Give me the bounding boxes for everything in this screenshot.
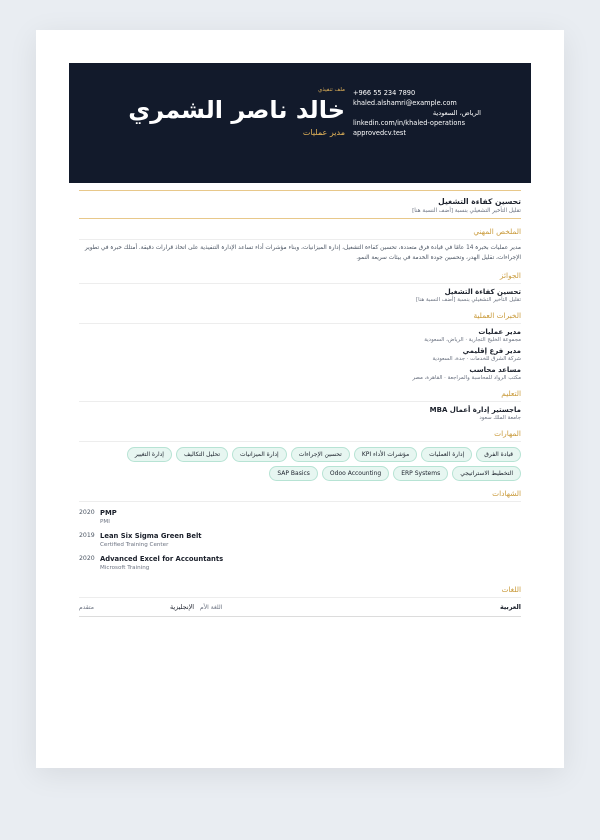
skill-chip: إدارة التغيير (127, 447, 172, 462)
certificate-year: 2019 (79, 532, 95, 540)
language-pair (79, 603, 222, 611)
language-level: متقدم (79, 603, 94, 611)
section-heading-languages: اللغات (79, 585, 521, 598)
resume-body (79, 190, 521, 617)
contact-linkedin[interactable]: linkedin.com/in/khaled-operations (353, 118, 466, 127)
certificate-item (79, 555, 521, 571)
education-title: ماجستير إدارة أعمال MBA (429, 406, 521, 415)
skill-chip: ERP Systems (393, 466, 448, 481)
certificate-issuer: Microsoft Training (100, 565, 150, 572)
experience-subtitle: مجموعة الخليج التجارية · الرياض، السعودية (424, 337, 521, 344)
experience-item (79, 366, 521, 381)
award-subtitle: تقليل التأخير التشغيلي بنسبة [أضف النسبة هنا] (416, 297, 521, 304)
certificate-year: 2020 (79, 509, 95, 517)
candidate-role: مدير عمليات (302, 127, 345, 137)
certificate-year: 2020 (79, 555, 95, 563)
language-level: اللغة الأم (200, 603, 223, 611)
skill-chip: إدارة العمليات (421, 447, 472, 462)
certificate-title: Lean Six Sigma Green Belt (100, 532, 202, 541)
certificate-title: PMP (100, 509, 117, 518)
award-title: تحسين كفاءة التشغيل (444, 288, 521, 297)
experience-item (79, 347, 521, 362)
section-heading-skills: المهارات (79, 429, 521, 442)
profile-tag: ملف تنفيذي (317, 87, 345, 93)
experience-subtitle: شركة الشرق للخدمات · جدة، السعودية (432, 356, 521, 363)
divider (79, 218, 521, 219)
section-heading-summary: الملخص المهني (79, 227, 521, 240)
languages-row (79, 598, 521, 617)
certificate-item (79, 532, 521, 548)
language-name: العربية (499, 603, 521, 612)
certificate-item (79, 509, 521, 525)
section-heading-experience: الخبرات العملية (79, 311, 521, 324)
experience-title: مساعد محاسب (469, 366, 521, 375)
skill-chip: إدارة الميزانيات (232, 447, 287, 462)
skill-chip: SAP Basics (269, 466, 318, 481)
experience-title: مدير عمليات (478, 328, 521, 337)
section-heading-education: التعليم (79, 389, 521, 402)
contact-email[interactable]: khaled.alshamri@example.com (353, 98, 457, 107)
experience-subtitle: مكتب الرواد للمحاسبة والمراجعة · القاهرة، مصر (412, 375, 521, 382)
skills-list (79, 447, 521, 481)
contact-block (353, 89, 523, 138)
contact-website[interactable]: approvedcv.test (353, 128, 406, 137)
skill-chip: تحليل التكاليف (176, 447, 228, 462)
resume-page (36, 30, 564, 768)
skill-chip: تحسين الإجراءات (291, 447, 350, 462)
language-name: الإنجليزية (169, 603, 195, 612)
experience-title: مدير فرع إقليمي (462, 347, 521, 356)
certificate-issuer: Certified Training Center (100, 542, 169, 549)
section-heading-awards: الجوائز (79, 271, 521, 284)
award-item (79, 288, 521, 303)
skill-chip: التخطيط الاستراتيجي (452, 466, 521, 481)
callout-title: تحسين كفاءة التشغيل (438, 197, 521, 206)
contact-location: الرياض، السعودية (432, 108, 481, 117)
skill-chip: مؤشرات الأداء KPI (354, 447, 417, 462)
resume-header (69, 63, 531, 183)
callout-subtitle: تقليل التأخير التشغيلي بنسبة [أضف النسبة هنا] (412, 208, 521, 214)
candidate-name: خالد ناصر الشمري (128, 96, 345, 124)
contact-phone: +966 55 234 7890 (353, 89, 416, 97)
certificate-issuer: PMI (100, 519, 110, 526)
summary-text: مدير عمليات بخبرة 14 عامًا في قيادة فرق متعددة، تحسين كفاءة التشغيل، إدارة الميزانيات، وبناء مؤشرات أداء تساعد الإدارة التنفيذية على اتخاذ قرارات دقيقة. أمتلك خبرة في تطوير الإجراءات، تقليل الهدر، وتحسين جودة الخدمة في بيئات سريعة النمو. (84, 245, 521, 262)
experience-item (79, 328, 521, 343)
education-item (79, 406, 521, 421)
certificate-title: Advanced Excel for Accountants (100, 555, 224, 564)
section-heading-certificates: الشهادات (79, 489, 521, 502)
identity-block (128, 87, 345, 137)
highlight-callout (79, 191, 521, 218)
skill-chip: Odoo Accounting (322, 466, 389, 481)
education-subtitle: جامعة الملك سعود (479, 415, 521, 422)
skill-chip: قيادة الفرق (476, 447, 521, 462)
